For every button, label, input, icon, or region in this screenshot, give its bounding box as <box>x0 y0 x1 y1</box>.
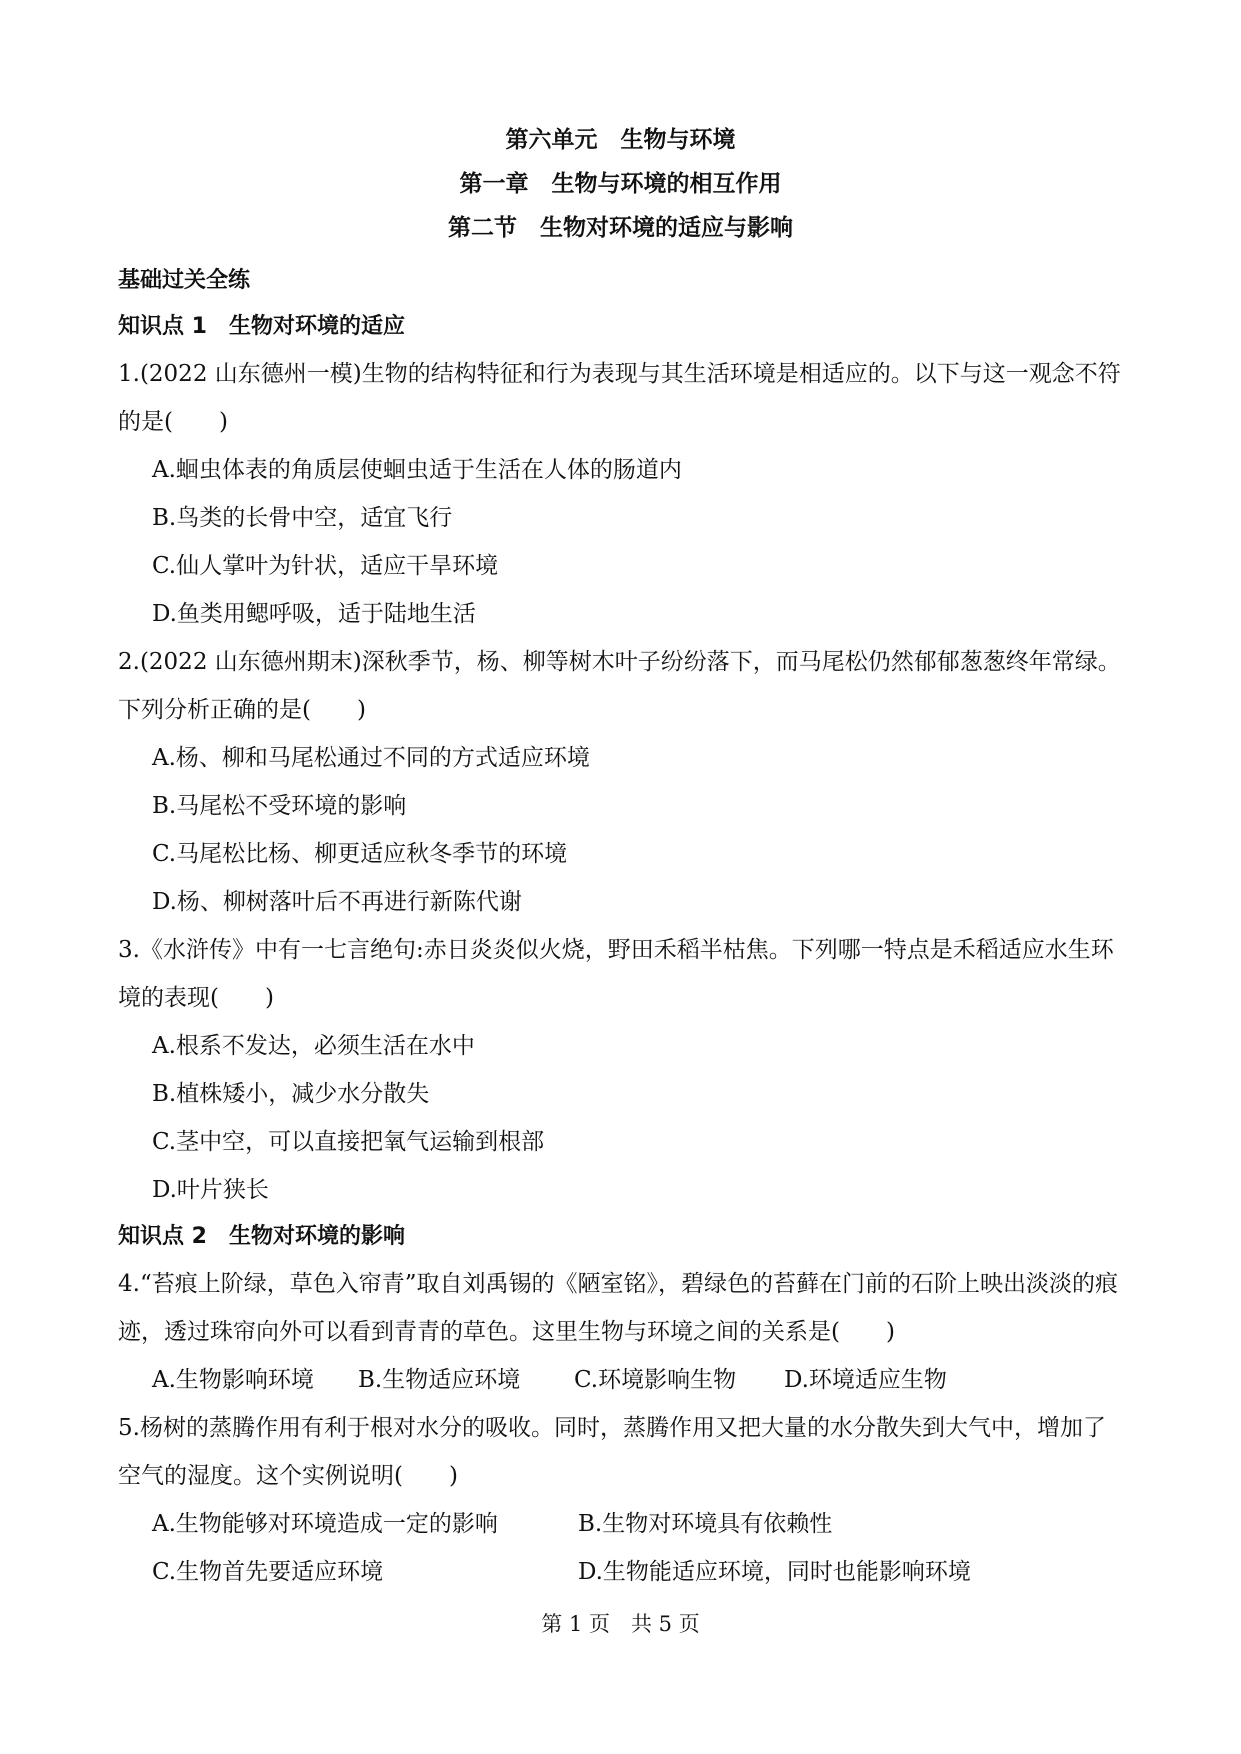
option-d: D.叶片狭长 <box>152 1177 269 1203</box>
option-row <box>118 1548 1128 1596</box>
exercise-content <box>118 258 1128 1596</box>
option-d: D.生物能适应环境，同时也能影响环境 <box>578 1559 971 1585</box>
title-block <box>0 118 1241 250</box>
option-d: D.鱼类用鳃呼吸，适于陆地生活 <box>152 601 476 627</box>
option-b: B.生物适应环境 <box>358 1367 521 1393</box>
option-b: B.植株矮小，减少水分散失 <box>152 1081 430 1107</box>
option-a: A.杨、柳和马尾松通过不同的方式适应环境 <box>152 745 590 771</box>
option-a: A.蛔虫体表的角质层使蛔虫适于生活在人体的肠道内 <box>152 457 682 483</box>
question-stem: 4.“苔痕上阶绿，草色入帘青”取自刘禹锡的《陋室铭》，碧绿色的苔藓在门前的石阶上映出淡淡的痕迹，透过珠帘向外可以看到青青的草色。这里生物与环境之间的关系是( ) <box>118 1271 1118 1345</box>
option-c: C.茎中空，可以直接把氧气运输到根部 <box>152 1129 545 1155</box>
option-c: C.仙人掌叶为针状，适应干旱环境 <box>152 553 499 579</box>
option-c: C.环境影响生物 <box>574 1367 737 1393</box>
option-b: B.鸟类的长骨中空，适宜飞行 <box>152 505 453 531</box>
option-a: A.生物影响环境 <box>152 1367 314 1393</box>
question-2 <box>118 638 1128 926</box>
main-heading: 基础过关全练 <box>118 268 251 293</box>
question-stem: 1.(2022 山东德州一模)生物的结构特征和行为表现与其生活环境是相适应的。以下与这一观念不符的是( ) <box>118 361 1121 435</box>
option-row <box>118 1500 1128 1548</box>
question-3 <box>118 926 1128 1214</box>
question-stem: 2.(2022 山东德州期末)深秋季节，杨、柳等树木叶子纷纷落下，而马尾松仍然郁郁葱葱终年常绿。下列分析正确的是( ) <box>118 649 1121 723</box>
option-b: B.生物对环境具有依赖性 <box>578 1511 833 1537</box>
option-c: C.马尾松比杨、柳更适应秋冬季节的环境 <box>152 841 568 867</box>
option-c: C.生物首先要适应环境 <box>152 1559 384 1585</box>
question-stem: 5.杨树的蒸腾作用有利于根对水分的吸收。同时，蒸腾作用又把大量的水分散失到大气中，增加了空气的湿度。这个实例说明( ) <box>118 1415 1106 1489</box>
topic-heading-1: 知识点 1 生物对环境的适应 <box>118 314 405 339</box>
option-a: A.根系不发达，必须生活在水中 <box>152 1033 475 1059</box>
question-1 <box>118 350 1128 638</box>
option-row <box>118 1356 1128 1404</box>
page-number: 第 1 页 共 5 页 <box>541 1612 700 1636</box>
option-b: B.马尾松不受环境的影响 <box>152 793 407 819</box>
option-a: A.生物能够对环境造成一定的影响 <box>152 1511 498 1537</box>
option-d: D.杨、柳树落叶后不再进行新陈代谢 <box>152 889 522 915</box>
section-title: 第二节 生物对环境的适应与影响 <box>448 215 793 241</box>
question-5 <box>118 1404 1128 1596</box>
topic-heading-2: 知识点 2 生物对环境的影响 <box>118 1224 405 1249</box>
option-d: D.环境适应生物 <box>784 1367 947 1393</box>
chapter-title: 第一章 生物与环境的相互作用 <box>459 171 782 197</box>
question-stem: 3.《水浒传》中有一七言绝句:赤日炎炎似火烧，野田禾稻半枯焦。下列哪一特点是禾稻适应水生环境的表现( ) <box>118 937 1114 1011</box>
question-4 <box>118 1260 1128 1404</box>
unit-title: 第六单元 生物与环境 <box>505 127 736 153</box>
